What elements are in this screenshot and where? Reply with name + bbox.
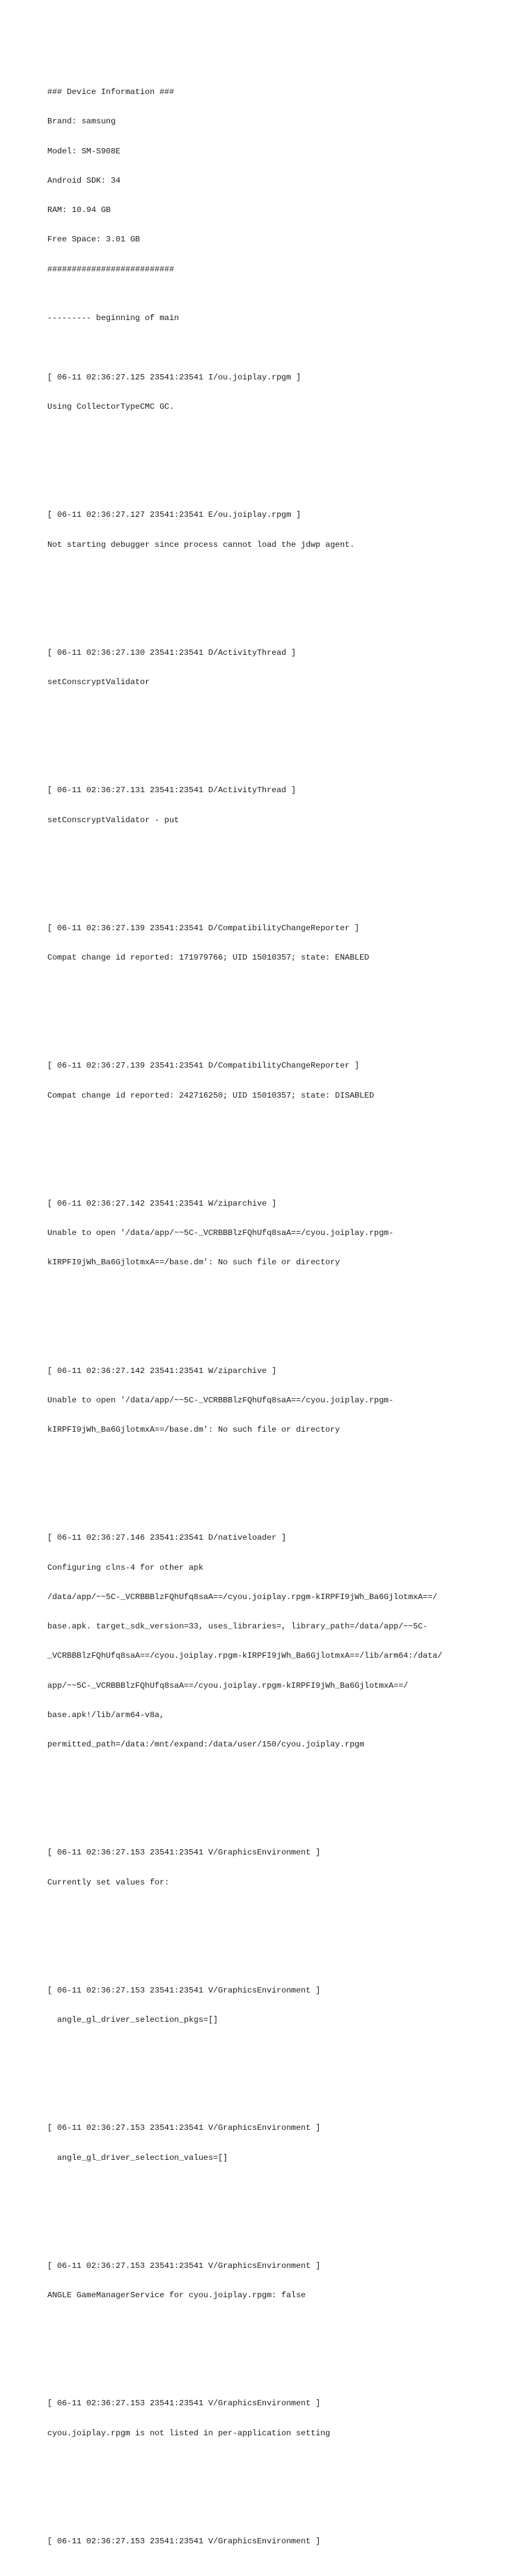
log-entry-line: setConscryptValidator - put [47,815,179,825]
log-entry-line: Configuring clns-4 for other apk [47,1562,204,1572]
log-entry-header: [ 06-11 02:36:27.153 23541:23541 V/GraphicsEnvironment ] [47,2399,321,2409]
device-info-header: ### Device Information ### [47,87,175,97]
log-entry-header: [ 06-11 02:36:27.130 23541:23541 D/ActivityThread ] [47,648,296,658]
log-entry-line: Not starting debugger since process cannot load the jdwp agent. [47,539,355,549]
log-entry-line: ANGLE GameManagerService for cyou.joiplay.rpgm: false [47,2291,306,2300]
begin-marker: --------- beginning of main [47,313,179,323]
log-entry-header: [ 06-11 02:36:27.146 23541:23541 D/nativeloader ] [47,1533,287,1543]
log-entry [47,2379,501,2458]
log-entry [47,2104,501,2183]
log-entry [47,766,501,845]
log-entry-line: Currently set values for: [47,1877,169,1887]
device-info-footer: ########################## [47,264,175,274]
log-entry [47,491,501,569]
device-sdk: Android SDK: 34 [47,175,121,185]
log-entry-line: Unable to open '/data/app/~~5C-_VCRBBBlzFQhUfq8saA==/cyou.joiplay.rpgm- [47,1395,394,1405]
log-entry-line: angle_gl_driver_selection_pkgs=[] [47,2015,218,2025]
log-entry-line: Using CollectorTypeCMC GC. [47,402,175,411]
log-entry [47,904,501,982]
log-entry-header: [ 06-11 02:36:27.142 23541:23541 W/ziparchive ] [47,1198,277,1208]
device-free-space: Free Space: 3.01 GB [47,235,140,245]
log-entry-header: [ 06-11 02:36:27.139 23541:23541 D/CompatibilityChangeReporter ] [47,1061,360,1071]
log-entry-header: [ 06-11 02:36:27.153 23541:23541 V/GraphicsEnvironment ] [47,1848,321,1858]
log-entry [47,1966,501,2045]
log-entry-line: base.apk!/lib/arm64-v8a, [47,1710,165,1720]
log-entry-line: Unable to open '/data/app/~~5C-_VCRBBBlzFQhUfq8saA==/cyou.joiplay.rpgm- [47,1228,394,1238]
log-entry [47,1346,501,1454]
log-entry [47,2517,501,2566]
log-entry [47,353,501,431]
log-entry-header: [ 06-11 02:36:27.153 23541:23541 V/GraphicsEnvironment ] [47,2536,321,2546]
log-entry-header: [ 06-11 02:36:27.153 23541:23541 V/GraphicsEnvironment ] [47,2123,321,2133]
log-entry [47,1179,501,1287]
device-brand: Brand: samsung [47,117,116,127]
log-entry-line: cyou.joiplay.rpgm is not listed in per-application setting [47,2428,331,2438]
log-entry-header: [ 06-11 02:36:27.142 23541:23541 W/ziparchive ] [47,1366,277,1376]
log-entry-header: [ 06-11 02:36:27.127 23541:23541 E/ou.joiplay.rpgm ] [47,510,301,520]
device-model: Model: SM-S908E [47,146,121,156]
log-entry-header: [ 06-11 02:36:27.153 23541:23541 V/GraphicsEnvironment ] [47,1985,321,1995]
log-entry [47,1042,501,1120]
log-entry-line: setConscryptValidator [47,678,150,687]
log-entry-line: kIRPFI9jWh_Ba6GjlotmxA==/base.dm': No such file or directory [47,1425,340,1434]
log-entry-line: app/~~5C-_VCRBBBlzFQhUfq8saA==/cyou.joiplay.rpgm-kIRPFI9jWh_Ba6GjlotmxA==/ [47,1680,409,1690]
log-entry [47,628,501,707]
log-entry [47,1828,501,1907]
log-entry [47,1514,501,1770]
log-entry-header: [ 06-11 02:36:27.125 23541:23541 I/ou.joiplay.rpgm ] [47,372,301,382]
log-entry-line: /data/app/~~5C-_VCRBBBlzFQhUfq8saA==/cyou.joiplay.rpgm-kIRPFI9jWh_Ba6GjlotmxA==/ [47,1592,438,1602]
log-entry-header: [ 06-11 02:36:27.153 23541:23541 V/GraphicsEnvironment ] [47,2261,321,2271]
log-entry-line: angle_gl_driver_selection_values=[] [47,2153,228,2163]
log-entry-line: Compat change id reported: 242716250; UID 15010357; state: DISABLED [47,1090,375,1100]
log-entry-header: [ 06-11 02:36:27.139 23541:23541 D/CompatibilityChangeReporter ] [47,923,360,933]
log-entry-line: permitted_path=/data:/mnt/expand:/data/user/150/cyou.joiplay.rpgm [47,1740,365,1749]
log-entry [47,2241,501,2320]
log-entry-line: Compat change id reported: 171979766; UID 15010357; state: ENABLED [47,953,369,962]
log-document [47,48,501,2576]
log-entry-line: _VCRBBBlzFQhUfq8saA==/cyou.joiplay.rpgm-kIRPFI9jWh_Ba6GjlotmxA==/lib/arm64:/data/ [47,1651,443,1661]
device-ram: RAM: 10.94 GB [47,205,111,215]
log-entry-header: [ 06-11 02:36:27.131 23541:23541 D/ActivityThread ] [47,786,296,796]
log-entry-line: base.apk. target_sdk_version=33, uses_libraries=, library_path=/data/app/~~5C- [47,1622,428,1631]
device-info-block [47,68,501,294]
log-entry-line: kIRPFI9jWh_Ba6GjlotmxA==/base.dm': No such file or directory [47,1258,340,1268]
